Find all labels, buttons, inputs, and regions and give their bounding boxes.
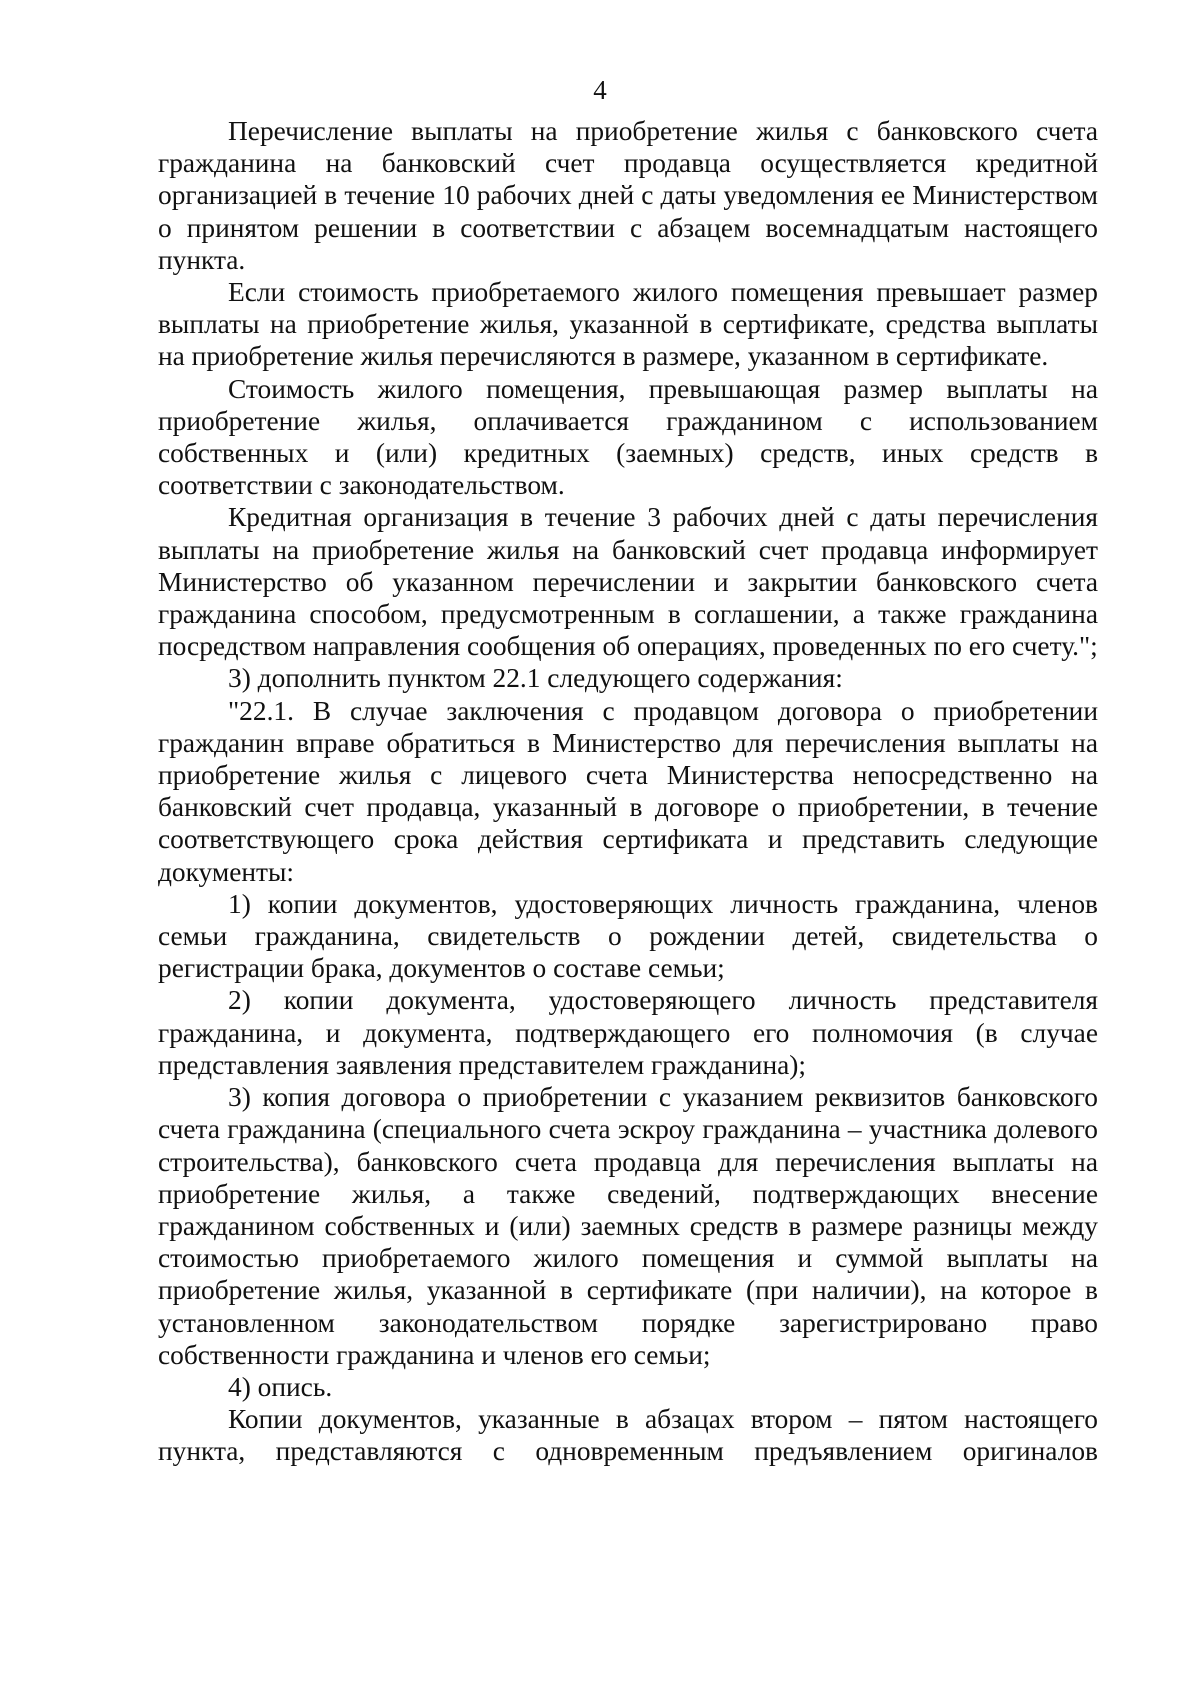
list-item-4-inventory: 4) опись. [228, 1371, 333, 1402]
page-number: 4 [593, 75, 607, 105]
paragraph-excess-cost-paid-by-citizen: Стоимость жилого помещения, превышающая размер выплаты на приобретение жилья, оплачивается гражданином с использованием собственных и (или) кредитных (заемных) средств, иных средств в соответствии с законодательством. [158, 373, 1098, 501]
document-body [158, 115, 1098, 1468]
paragraph-clause-22-1: "22.1. В случае заключения с продавцом договора о приобретении гражданин вправе обратиться в Министерство для перечисления выплаты на приобретение жилья с лицевого счета Министерства непосредственно на банковский счет продавца, указанный в договоре о приобретении, в течение соответствующего срока действия сертификата и представить следующие документы: [158, 695, 1098, 887]
list-item-1-identity-documents: 1) копии документов, удостоверяющих личность гражданина, членов семьи гражданина, свидетельств о рождении детей, свидетельства о регистрации брака, документов о составе семьи; [158, 888, 1098, 984]
paragraph-copies-with-originals: Копии документов, указанные в абзацах втором – пятом настоящего пункта, представляются с одновременным предъявлением оригиналов [158, 1404, 1098, 1467]
paragraph-cost-exceeds-payment: Если стоимость приобретаемого жилого помещения превышает размер выплаты на приобретение жилья, указанной в сертификате, средства выплаты на приобретение жилья перечисляются в размере, указанном в сертификате. [158, 277, 1098, 372]
list-item-2-representative-documents: 2) копии документа, удостоверяющего личность представителя гражданина, и документа, подтверждающего его полномочия (в случае представления заявления представителем гражданина); [158, 985, 1098, 1080]
paragraph-transfer-by-credit-org: Перечисление выплаты на приобретение жилья с банковского счета гражданина на банковский счет продавца осуществляется кредитной организацией в течение 10 рабочих дней с даты уведомления ее Министерством о принятом решении в соответствии с абзацем восемнадцатым настоящего пункта. [158, 116, 1098, 275]
paragraph-credit-org-informs-ministry: Кредитная организация в течение 3 рабочих дней с даты перечисления выплаты на приобретение жилья на банковский счет продавца информирует Министерство об указанном перечислении и закрытии банковского счета гражданина способом, предусмотренным в соглашении, а также гражданина посредством направления сообщения об операциях, проведенных по его счету."; [158, 502, 1098, 662]
list-item-3-purchase-contract: 3) копия договора о приобретении с указанием реквизитов банковского счета гражданина (специального счета эскроу гражданина – участника долевого строительства), банковского счета продавца для перечисления выплаты на приобретение жилья, а также сведений, подтверждающих внесение гражданином собственных и (или) заемных средств в размере разницы между стоимостью приобретаемого жилого помещения и суммой выплаты на приобретение жилья, указанной в сертификате (при наличии), на которое в установленном законодательством порядке зарегистрировано право собственности гражданина и членов его семьи; [158, 1082, 1098, 1370]
paragraph-amendment-point-3: 3) дополнить пунктом 22.1 следующего содержания: [228, 663, 843, 694]
